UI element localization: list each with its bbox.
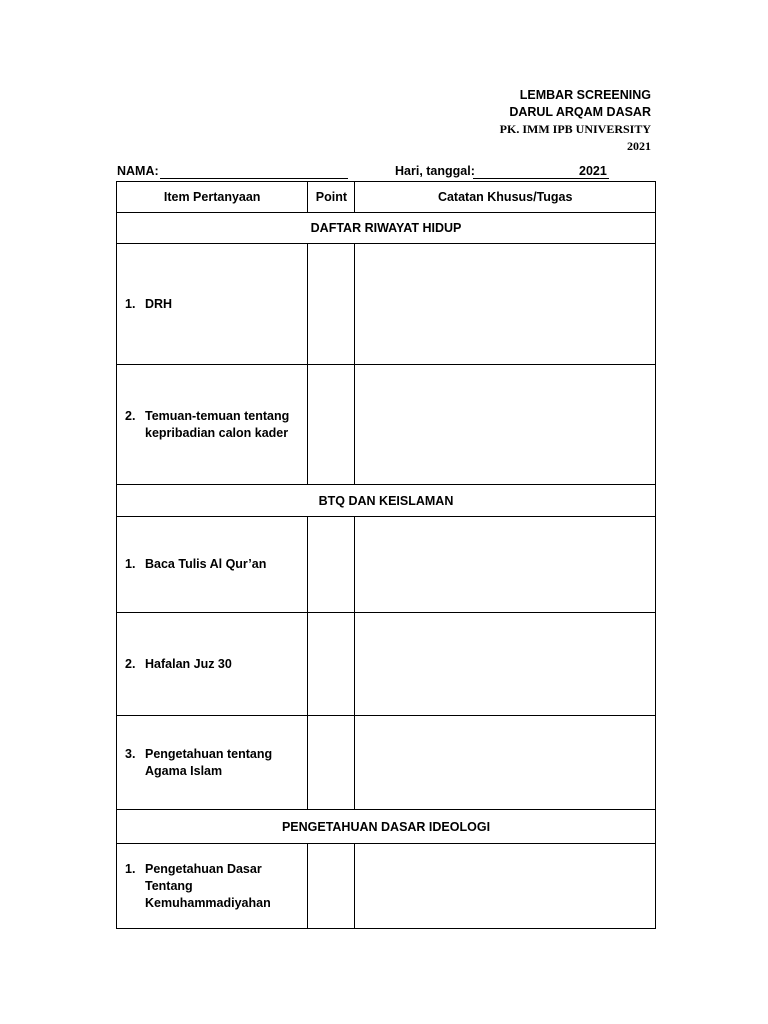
screening-table xyxy=(116,181,656,929)
item-number: 1. xyxy=(125,557,136,571)
notes-cell[interactable] xyxy=(355,244,656,365)
header-year: 2021 xyxy=(627,139,651,153)
item-cell xyxy=(117,613,308,716)
point-cell[interactable] xyxy=(308,613,355,716)
point-cell[interactable] xyxy=(308,517,355,613)
header-event: DARUL ARQAM DASAR xyxy=(509,105,651,119)
item-text: Baca Tulis Al Qur’an xyxy=(145,557,267,571)
point-cell[interactable] xyxy=(308,844,355,929)
section-row xyxy=(117,485,656,517)
item-cell xyxy=(117,365,308,485)
notes-cell[interactable] xyxy=(355,365,656,485)
table-row xyxy=(117,844,656,929)
hari-tanggal-label: Hari, tanggal: xyxy=(395,164,475,178)
nama-label: NAMA: xyxy=(117,164,159,178)
notes-cell[interactable] xyxy=(355,716,656,810)
item-cell xyxy=(117,844,308,929)
notes-cell[interactable] xyxy=(355,613,656,716)
item-text: Pengetahuan Dasar Tentang Kemuhammadiyahan xyxy=(145,861,271,910)
section-row xyxy=(117,213,656,244)
header-organization: PK. IMM IPB UNIVERSITY xyxy=(499,122,651,136)
meta-line xyxy=(117,164,657,182)
hari-tanggal-blank-line xyxy=(473,178,609,179)
table-row xyxy=(117,517,656,613)
meta-year: 2021 xyxy=(579,164,607,178)
table-row xyxy=(117,716,656,810)
table-row xyxy=(117,365,656,485)
section-title: DAFTAR RIWAYAT HIDUP xyxy=(117,213,656,244)
nama-blank-line xyxy=(160,178,348,179)
item-number: 2. xyxy=(125,408,136,423)
item-number: 2. xyxy=(125,656,136,671)
item-cell xyxy=(117,244,308,365)
notes-cell[interactable] xyxy=(355,517,656,613)
point-cell[interactable] xyxy=(308,716,355,810)
section-title: BTQ DAN KEISLAMAN xyxy=(117,485,656,517)
column-header-notes: Catatan Khusus/Tugas xyxy=(355,182,656,213)
table-header-row xyxy=(117,182,656,213)
table-row xyxy=(117,613,656,716)
point-cell[interactable] xyxy=(308,244,355,365)
header-title: LEMBAR SCREENING xyxy=(519,88,651,102)
point-cell[interactable] xyxy=(308,365,355,485)
section-title: PENGETAHUAN DASAR IDEOLOGI xyxy=(117,810,656,844)
column-header-item: Item Pertanyaan xyxy=(117,182,308,213)
item-text: Hafalan Juz 30 xyxy=(145,656,232,671)
notes-cell[interactable] xyxy=(355,844,656,929)
item-number: 3. xyxy=(125,746,136,761)
item-number: 1. xyxy=(125,296,136,311)
item-cell xyxy=(117,716,308,810)
item-number: 1. xyxy=(125,861,136,876)
section-row xyxy=(117,810,656,844)
item-text: Temuan-temuan tentang kepribadian calon kader xyxy=(145,408,290,440)
item-text: DRH xyxy=(145,296,173,311)
item-cell xyxy=(117,517,308,613)
document-header xyxy=(500,87,651,155)
table-row xyxy=(117,244,656,365)
item-text: Pengetahuan tentang Agama Islam xyxy=(145,746,273,778)
column-header-point: Point xyxy=(308,182,355,213)
